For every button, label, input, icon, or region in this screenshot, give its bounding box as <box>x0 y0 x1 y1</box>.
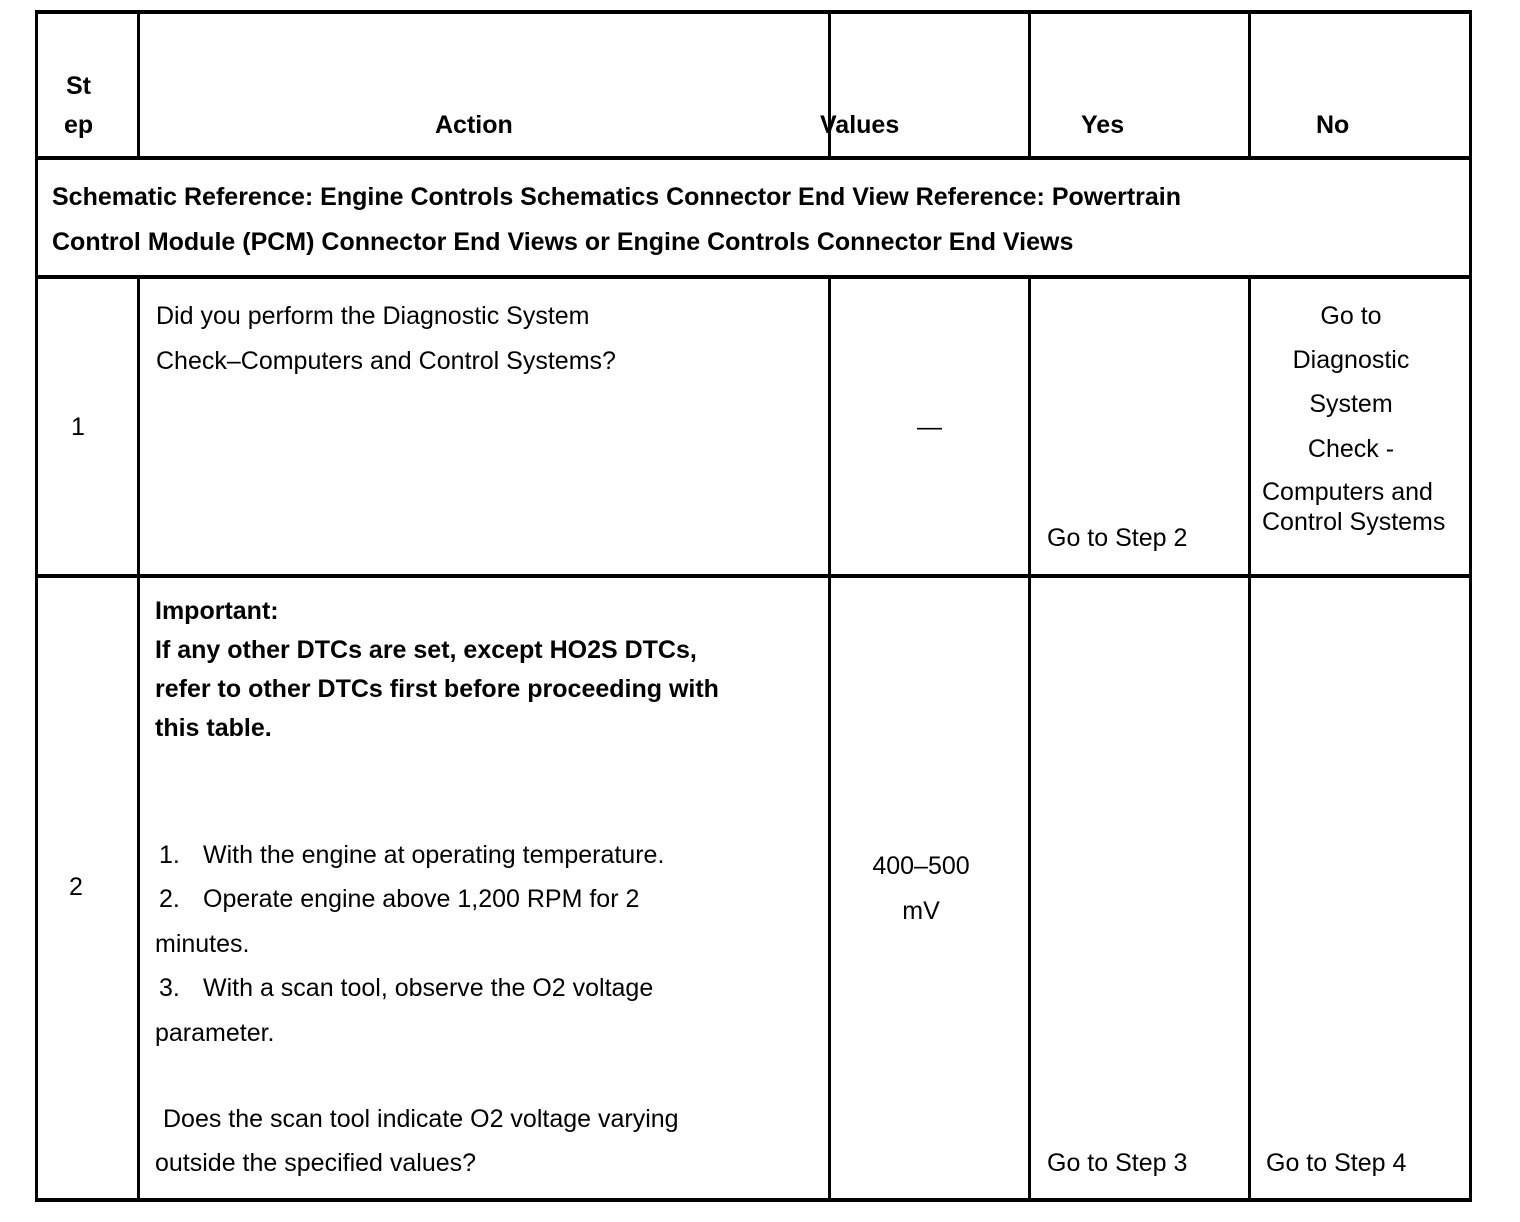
row1-no-line4: Check - <box>1307 435 1395 463</box>
row2-important-line3: this table. <box>155 714 272 742</box>
row2-value-line1: 400–500 <box>872 852 970 880</box>
row1-no-line1: Go to <box>1320 302 1382 330</box>
row2-yes: Go to Step 3 <box>1047 1149 1188 1177</box>
reference-line-2: Control Module (PCM) Connector End Views or Engine Controls Connector End Views <box>52 228 1074 256</box>
header-values: Values <box>820 111 900 139</box>
col-divider-step <box>137 277 140 1202</box>
row2-value-line2: mV <box>902 897 940 925</box>
table-border-top <box>35 10 1472 14</box>
row2-step3-text: With a scan tool, observe the O2 voltage <box>203 974 654 1002</box>
row2-question-line2: outside the specified values? <box>155 1149 477 1177</box>
row2-important-line2: refer to other DTCs first before proceeding with <box>155 675 719 703</box>
col-divider-yes <box>1248 10 1251 158</box>
row2-important-line1: If any other DTCs are set, except HO2S DTCs, <box>155 636 697 664</box>
row2-step2-text: Operate engine above 1,200 RPM for 2 <box>203 885 640 913</box>
col-divider-values <box>1028 277 1031 1202</box>
row2-step1-num: 1. <box>159 841 180 869</box>
row1-no-line2: Diagnostic <box>1292 346 1410 374</box>
header-step-line2: ep <box>64 111 94 139</box>
row1-action-line1: Did you perform the Diagnostic System <box>156 302 590 330</box>
row1-action-line2: Check–Computers and Control Systems? <box>156 347 616 375</box>
row2-important-label: Important: <box>155 597 279 625</box>
row-divider <box>35 574 1472 578</box>
row1-no-line3: System <box>1309 390 1393 418</box>
table-border-right <box>1469 10 1472 1202</box>
reference-line-1: Schematic Reference: Engine Controls Schematics Connector End View Reference: Powertrain <box>52 183 1182 211</box>
row2-step2-num: 2. <box>159 885 180 913</box>
table-border-left <box>35 10 38 1202</box>
table-border-bottom <box>35 1198 1472 1202</box>
header-step-line1: St <box>66 72 91 100</box>
row2-step3-num: 3. <box>159 974 180 1002</box>
row1-no-line6: Control Systems <box>1262 508 1446 536</box>
row2-step2-cont: minutes. <box>155 930 250 958</box>
row2-step: 2 <box>69 873 83 901</box>
row1-value: — <box>917 413 942 441</box>
header-no: No <box>1316 111 1350 139</box>
col-divider-step <box>137 10 140 158</box>
reference-divider <box>35 275 1472 279</box>
header-yes: Yes <box>1081 111 1125 139</box>
header-action: Action <box>435 111 513 139</box>
header-divider <box>35 156 1472 160</box>
row2-question-line1: Does the scan tool indicate O2 voltage varying <box>163 1105 679 1133</box>
row2-step1-text: With the engine at operating temperature. <box>203 841 665 869</box>
row1-no-line5: Computers and <box>1262 478 1433 506</box>
row1-yes: Go to Step 2 <box>1047 524 1188 552</box>
row2-step3-cont: parameter. <box>155 1019 275 1047</box>
row2-no: Go to Step 4 <box>1266 1149 1407 1177</box>
row1-step: 1 <box>71 413 85 441</box>
